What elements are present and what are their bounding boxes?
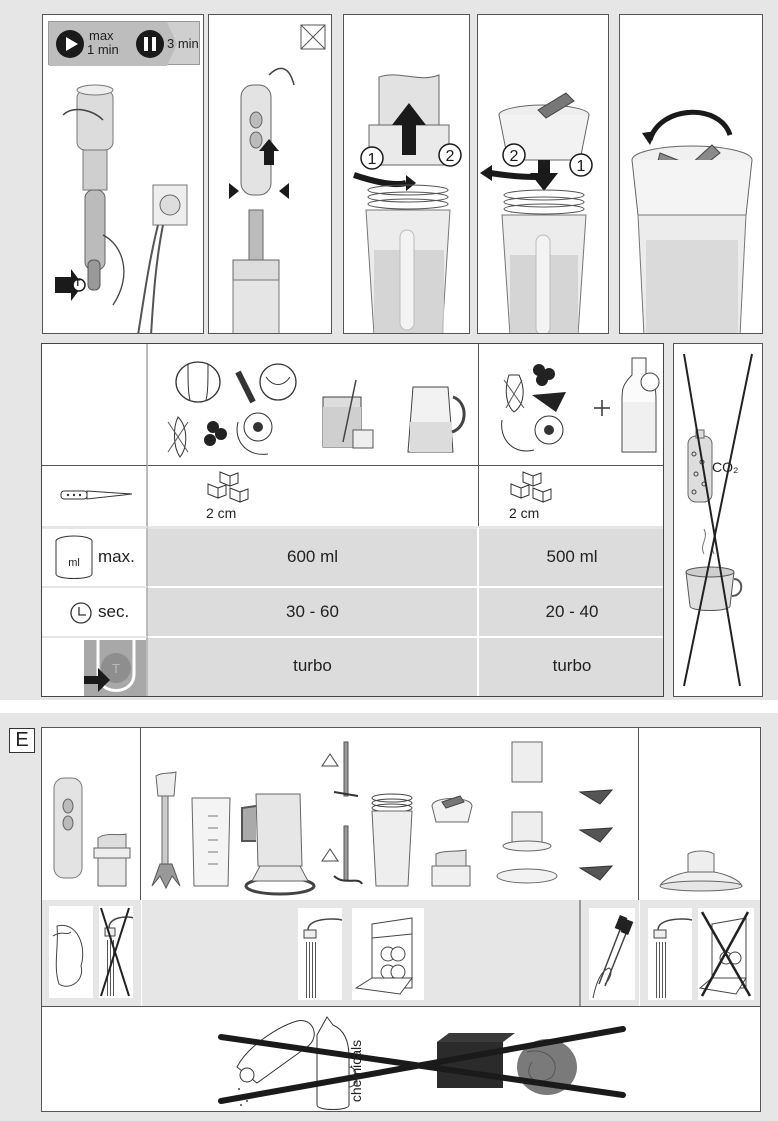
timer-box — [48, 21, 200, 65]
row-cut-col1 — [148, 466, 479, 526]
row-speed-label — [42, 636, 148, 697]
chemicals-bottle-label: chemicals — [348, 1039, 364, 1103]
svg-text:T: T — [112, 661, 120, 676]
cut-size-col1: 2 cm — [206, 505, 237, 521]
row-speed-col1 — [148, 636, 479, 697]
cubes-icon — [505, 470, 555, 504]
cup-ml-icon — [54, 534, 94, 582]
dishwasher-icon — [352, 908, 424, 1000]
duration-col1: 30 - 60 — [286, 602, 339, 621]
row-sec-col2 — [479, 586, 664, 636]
gear-cover-cleaning-row — [640, 900, 761, 1006]
attachments-group — [142, 728, 639, 1006]
play-icon — [55, 29, 85, 59]
max-volume-col1: 600 ml — [286, 547, 339, 566]
attachments-illustration — [150, 736, 635, 898]
step-panel-5 — [619, 14, 763, 334]
turbo-button-icon — [84, 640, 146, 696]
not-allowed-panel — [673, 343, 763, 697]
motor-and-coupler-illustration — [48, 768, 138, 888]
running-water-icon — [648, 908, 692, 1000]
row-sec-label — [42, 586, 148, 636]
speed-col2: turbo — [552, 656, 592, 675]
not-allowed-illustration — [674, 344, 763, 697]
close-lid-flap-illustration — [620, 15, 763, 334]
svg-text:1: 1 — [576, 158, 586, 175]
forbidden-cleaners-row — [42, 1006, 761, 1112]
remove-coupler-illustration — [344, 15, 470, 334]
attach-lid-illustration — [478, 15, 609, 334]
wipe-cloth-icon — [49, 906, 93, 998]
motor-group — [42, 728, 141, 1006]
step-panel-2 — [208, 14, 332, 334]
gear-cover-group — [640, 728, 761, 1006]
column-vegetables-drinks — [148, 344, 479, 466]
row-max-col2 — [479, 526, 664, 586]
table-header-empty — [42, 344, 148, 466]
step-panel-4 — [477, 14, 609, 334]
fruits-plus-milk-icon — [494, 350, 664, 462]
brush-icon — [589, 908, 635, 1000]
section-e-label: E — [9, 728, 35, 753]
cleaning-frame — [41, 727, 761, 1112]
no-running-water-icon — [99, 906, 133, 998]
run-label-max: max — [89, 28, 114, 43]
attachments-cleaning-row — [142, 900, 579, 1006]
sec-label: sec. — [98, 602, 130, 621]
row-sec-col1 — [148, 586, 479, 636]
row-max-label — [42, 526, 148, 586]
row-cut-label — [42, 466, 148, 526]
detach-motor-illustration — [209, 15, 332, 334]
step-panel-1 — [42, 14, 204, 334]
speed-col1: turbo — [293, 656, 332, 675]
duration-col2: 20 - 40 — [545, 602, 599, 621]
hand-blender-illustration — [43, 75, 204, 334]
brush-cleaning-cell — [579, 900, 639, 1006]
vegetables-fruits-drink-icon — [158, 352, 473, 462]
gearbox-cover-illustration — [656, 848, 746, 898]
pause-icon — [135, 29, 165, 59]
svg-text:2: 2 — [445, 148, 455, 165]
run-label-duration: 1 min — [87, 42, 119, 57]
step-panel-3 — [343, 14, 470, 334]
knife-icon — [60, 488, 136, 502]
running-water-icon — [298, 908, 342, 1000]
row-max-col1 — [148, 526, 479, 586]
max-volume-col2: 500 ml — [546, 547, 598, 566]
row-cut-col2 — [479, 466, 664, 526]
cubes-icon — [202, 470, 252, 504]
cut-size-col2: 2 cm — [509, 505, 540, 521]
max-label: max. — [98, 547, 135, 566]
co2-label: CO₂ — [712, 459, 739, 475]
svg-text:2: 2 — [509, 148, 519, 165]
no-dishwasher-icon — [698, 908, 754, 1000]
row-speed-col2 — [479, 636, 664, 697]
forbidden-cleaners-illustration — [217, 1007, 637, 1112]
motor-cleaning-row — [42, 900, 141, 1006]
svg-text:1: 1 — [367, 151, 377, 168]
cup-ml-text: ml — [68, 557, 80, 569]
clock-icon — [70, 602, 92, 624]
column-fruits-milk — [479, 344, 664, 466]
pause-duration: 3 min — [167, 36, 199, 51]
usage-table — [41, 343, 664, 697]
turbo-button-mark: T — [75, 278, 81, 288]
